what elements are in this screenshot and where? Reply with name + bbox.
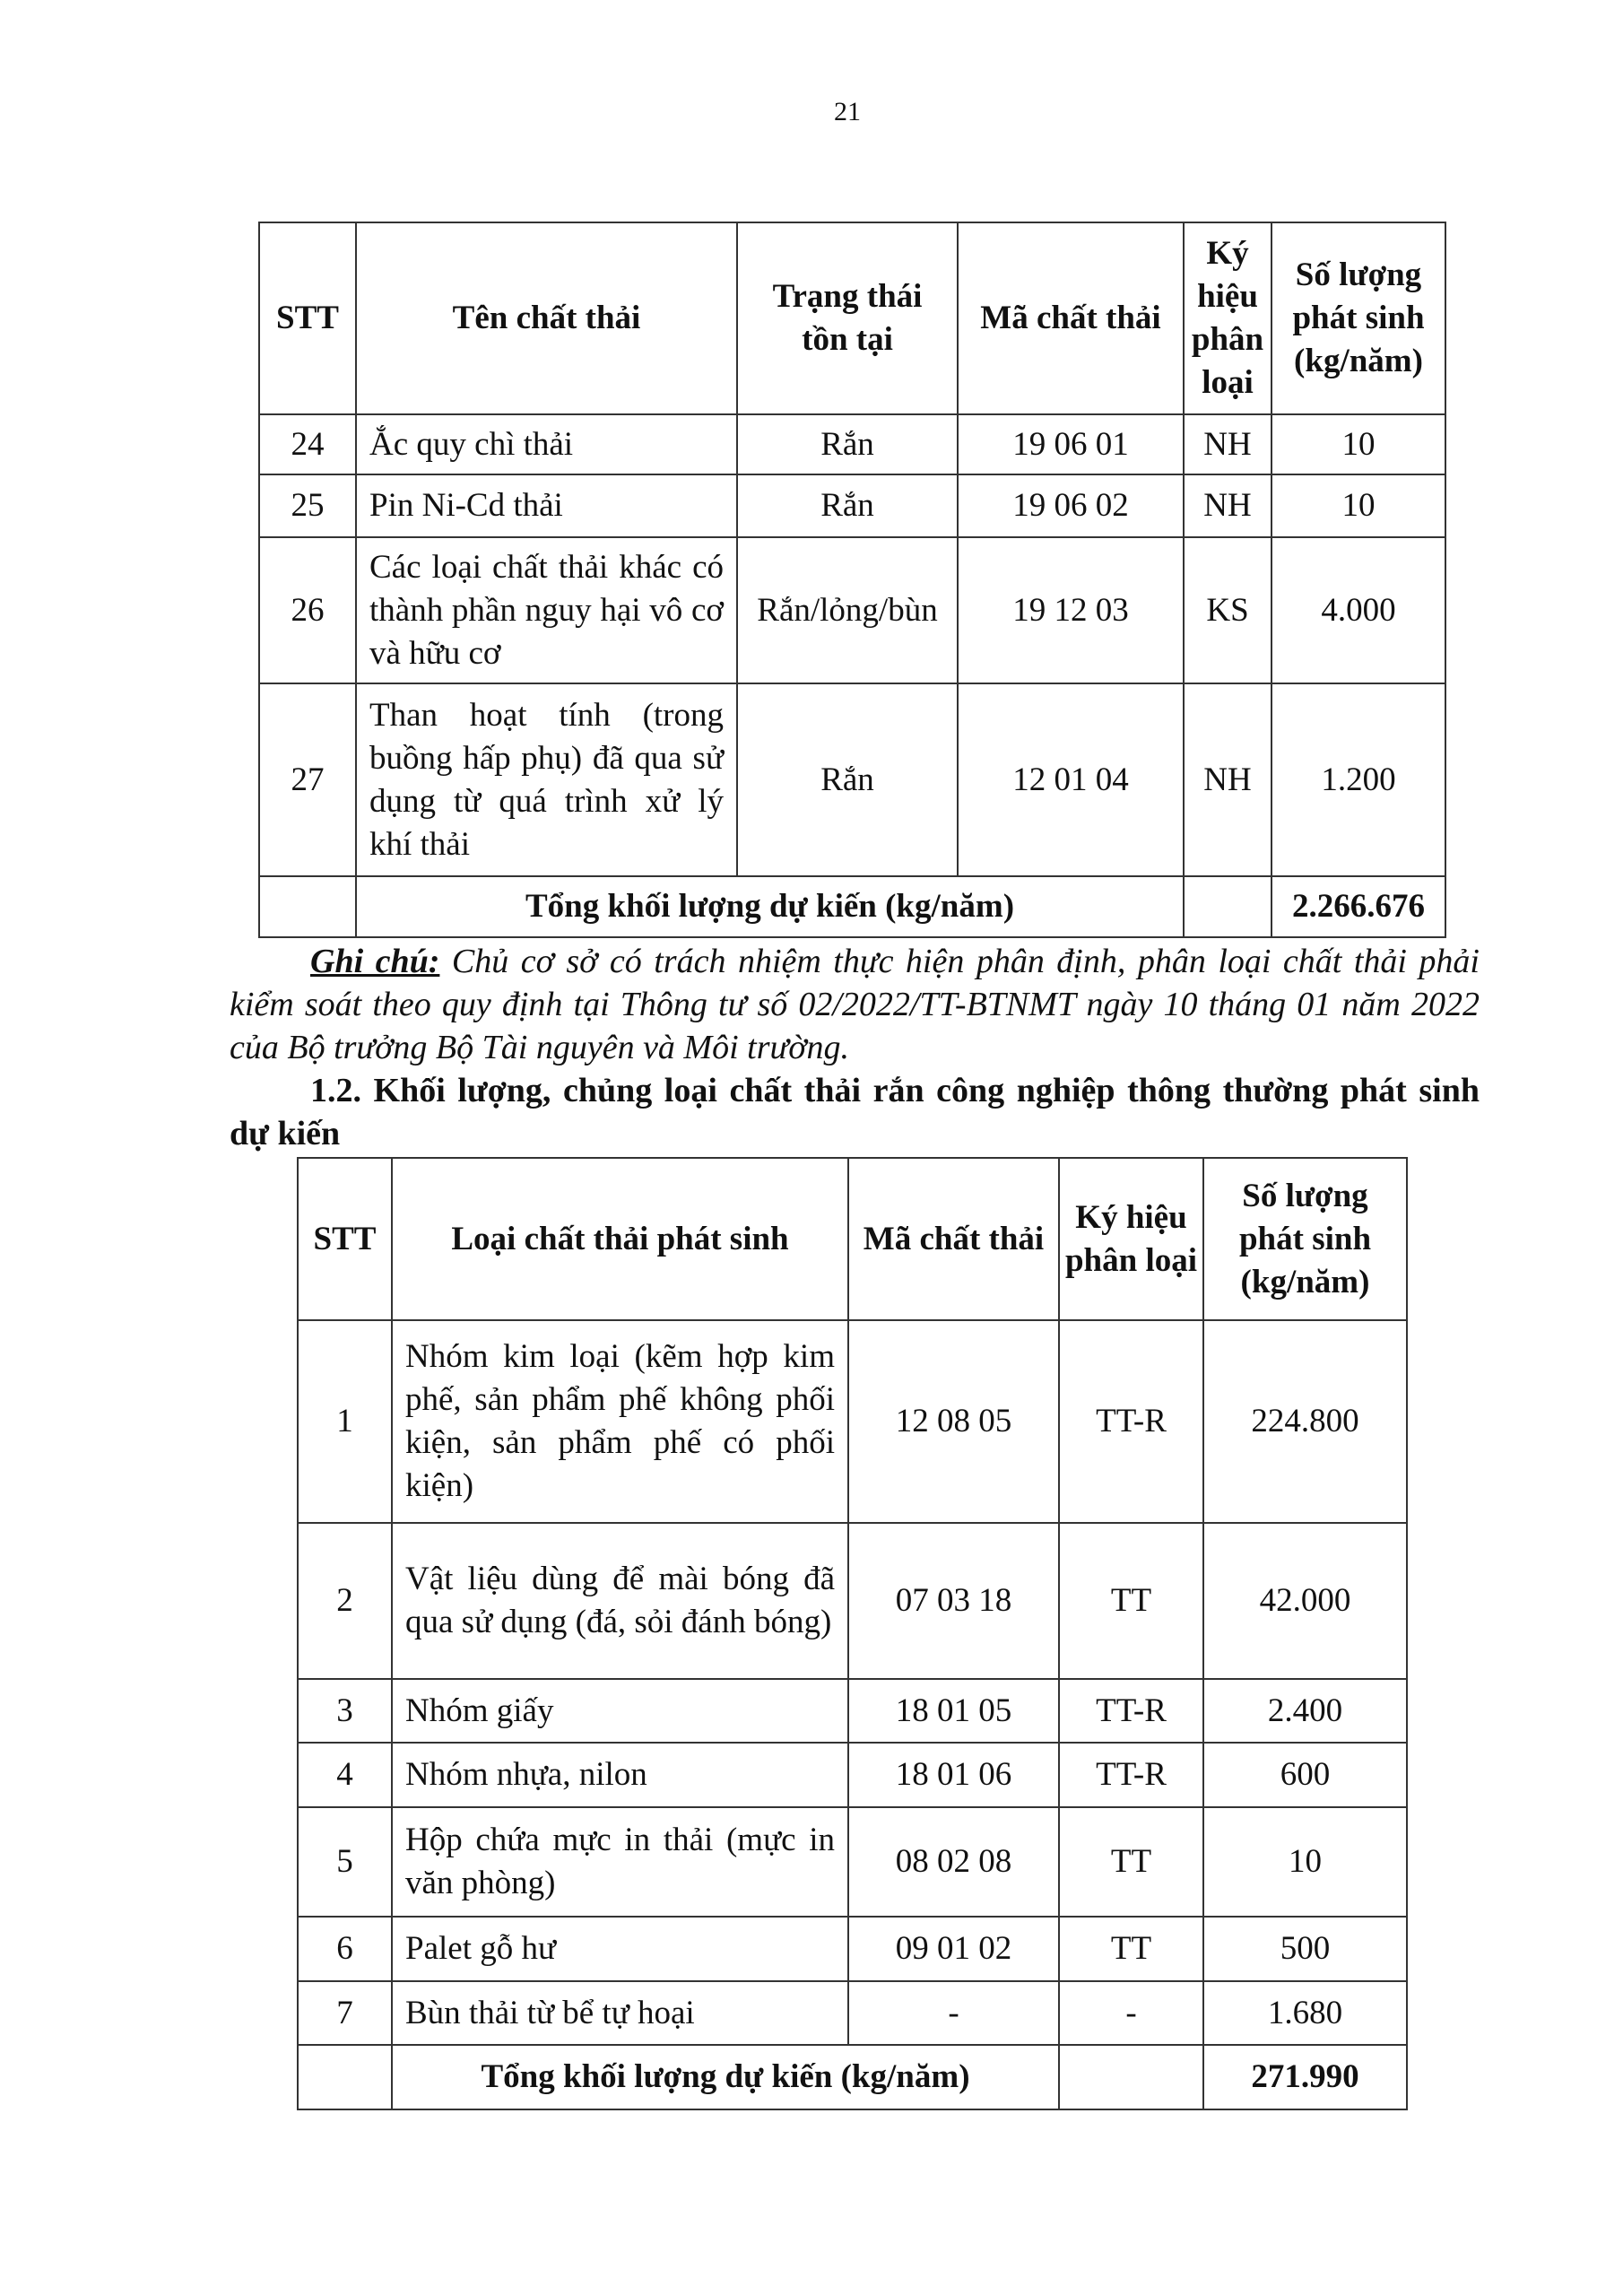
header-classification: Ký hiệu phân loại: [1184, 222, 1271, 414]
table-row: [259, 474, 1445, 537]
total-value: 2.266.676: [1271, 876, 1445, 937]
table-row: [298, 1807, 1407, 1917]
table-row: [298, 1523, 1407, 1679]
cell-class: TT: [1059, 1523, 1203, 1679]
header-stt: STT: [298, 1158, 392, 1320]
cell-state: Rắn/lỏng/bùn: [737, 537, 958, 683]
cell-stt: 2: [298, 1523, 392, 1679]
cell-code: 07 03 18: [848, 1523, 1059, 1679]
section-heading: [230, 1069, 1480, 1155]
cell-class: TT-R: [1059, 1679, 1203, 1743]
table-row: [259, 414, 1445, 474]
cell-stt: 27: [259, 683, 356, 876]
header-waste-name: Tên chất thải: [356, 222, 737, 414]
header-stt: STT: [259, 222, 356, 414]
note-text: Chủ cơ sở có trách nhiệm thực hiện phân định, phân loại chất thải phải kiểm soát theo quy định tại Thông tư số 02/2022/TT-BTNMT ngày 10 tháng 01 năm 2022 của Bộ trưởng Bộ Tài nguyên và Môi trường.: [230, 943, 1480, 1066]
total-row: [259, 876, 1445, 937]
cell-empty: [259, 876, 356, 937]
total-value: 271.990: [1203, 2045, 1407, 2109]
cell-class: TT: [1059, 1807, 1203, 1917]
cell-name: Than hoạt tính (trong buồng hấp phụ) đã qua sử dụng từ quá trình xử lý khí thải: [356, 683, 737, 876]
cell-stt: 26: [259, 537, 356, 683]
section-heading-text: 1.2. Khối lượng, chủng loại chất thải rắn công nghiệp thông thường phát sinh dự kiến: [230, 1072, 1480, 1152]
cell-code: 18 01 06: [848, 1743, 1059, 1807]
cell-class: NH: [1184, 683, 1271, 876]
table-header-row: [298, 1158, 1407, 1320]
cell-class: NH: [1184, 474, 1271, 537]
total-label: Tổng khối lượng dự kiến (kg/năm): [356, 876, 1184, 937]
cell-stt: 6: [298, 1917, 392, 1981]
cell-state: Rắn: [737, 414, 958, 474]
cell-qty: 10: [1271, 414, 1445, 474]
cell-class: TT-R: [1059, 1320, 1203, 1523]
cell-stt: 7: [298, 1981, 392, 2045]
header-quantity: Số lượng phát sinh (kg/năm): [1271, 222, 1445, 414]
hazardous-waste-table: [258, 222, 1446, 938]
cell-name: Các loại chất thải khác có thành phần nguy hại vô cơ và hữu cơ: [356, 537, 737, 683]
cell-qty: 10: [1271, 474, 1445, 537]
cell-class: KS: [1184, 537, 1271, 683]
cell-stt: 25: [259, 474, 356, 537]
cell-class: TT: [1059, 1917, 1203, 1981]
cell-qty: 600: [1203, 1743, 1407, 1807]
cell-qty: 1.680: [1203, 1981, 1407, 2045]
header-classification: Ký hiệu phân loại: [1059, 1158, 1203, 1320]
total-row: [298, 2045, 1407, 2109]
cell-stt: 5: [298, 1807, 392, 1917]
cell-class: NH: [1184, 414, 1271, 474]
cell-qty: 1.200: [1271, 683, 1445, 876]
cell-code: 12 08 05: [848, 1320, 1059, 1523]
cell-name: Ắc quy chì thải: [356, 414, 737, 474]
table-row: [259, 683, 1445, 876]
cell-empty: [298, 2045, 392, 2109]
cell-name: Vật liệu dùng để mài bóng đã qua sử dụng (đá, sỏi đánh bóng): [392, 1523, 848, 1679]
cell-stt: 24: [259, 414, 356, 474]
cell-name: Bùn thải từ bể tự hoại: [392, 1981, 848, 2045]
cell-class: -: [1059, 1981, 1203, 2045]
header-waste-type: Loại chất thải phát sinh: [392, 1158, 848, 1320]
cell-name: Nhóm kim loại (kẽm hợp kim phế, sản phẩm phế không phối kiện, sản phẩm phế có phối kiện): [392, 1320, 848, 1523]
header-state: Trạng thái tồn tại: [737, 222, 958, 414]
cell-stt: 1: [298, 1320, 392, 1523]
cell-state: Rắn: [737, 474, 958, 537]
header-quantity: Số lượng phát sinh (kg/năm): [1203, 1158, 1407, 1320]
cell-qty: 10: [1203, 1807, 1407, 1917]
table-header-row: [259, 222, 1445, 414]
header-waste-code: Mã chất thải: [958, 222, 1184, 414]
cell-stt: 3: [298, 1679, 392, 1743]
cell-name: Palet gỗ hư: [392, 1917, 848, 1981]
industrial-waste-table: [297, 1157, 1408, 2110]
cell-code: 12 01 04: [958, 683, 1184, 876]
cell-code: -: [848, 1981, 1059, 2045]
cell-qty: 2.400: [1203, 1679, 1407, 1743]
table-row: [298, 1320, 1407, 1523]
cell-name: Nhóm nhựa, nilon: [392, 1743, 848, 1807]
table-row: [298, 1917, 1407, 1981]
cell-code: 18 01 05: [848, 1679, 1059, 1743]
cell-empty: [1059, 2045, 1203, 2109]
cell-code: 19 12 03: [958, 537, 1184, 683]
cell-qty: 224.800: [1203, 1320, 1407, 1523]
cell-class: TT-R: [1059, 1743, 1203, 1807]
cell-state: Rắn: [737, 683, 958, 876]
cell-name: Nhóm giấy: [392, 1679, 848, 1743]
cell-empty: [1184, 876, 1271, 937]
cell-qty: 500: [1203, 1917, 1407, 1981]
total-label: Tổng khối lượng dự kiến (kg/năm): [392, 2045, 1059, 2109]
cell-name: Hộp chứa mực in thải (mực in văn phòng): [392, 1807, 848, 1917]
cell-stt: 4: [298, 1743, 392, 1807]
table-row: [298, 1743, 1407, 1807]
cell-qty: 4.000: [1271, 537, 1445, 683]
cell-qty: 42.000: [1203, 1523, 1407, 1679]
note-paragraph: [230, 940, 1480, 1069]
page-number: 21: [834, 97, 861, 126]
cell-code: 19 06 02: [958, 474, 1184, 537]
table-row: [298, 1981, 1407, 2045]
table-row: [298, 1679, 1407, 1743]
cell-code: 19 06 01: [958, 414, 1184, 474]
cell-name: Pin Ni-Cd thải: [356, 474, 737, 537]
cell-code: 08 02 08: [848, 1807, 1059, 1917]
table-row: [259, 537, 1445, 683]
header-waste-code: Mã chất thải: [848, 1158, 1059, 1320]
cell-code: 09 01 02: [848, 1917, 1059, 1981]
note-label: Ghi chú:: [310, 943, 440, 980]
